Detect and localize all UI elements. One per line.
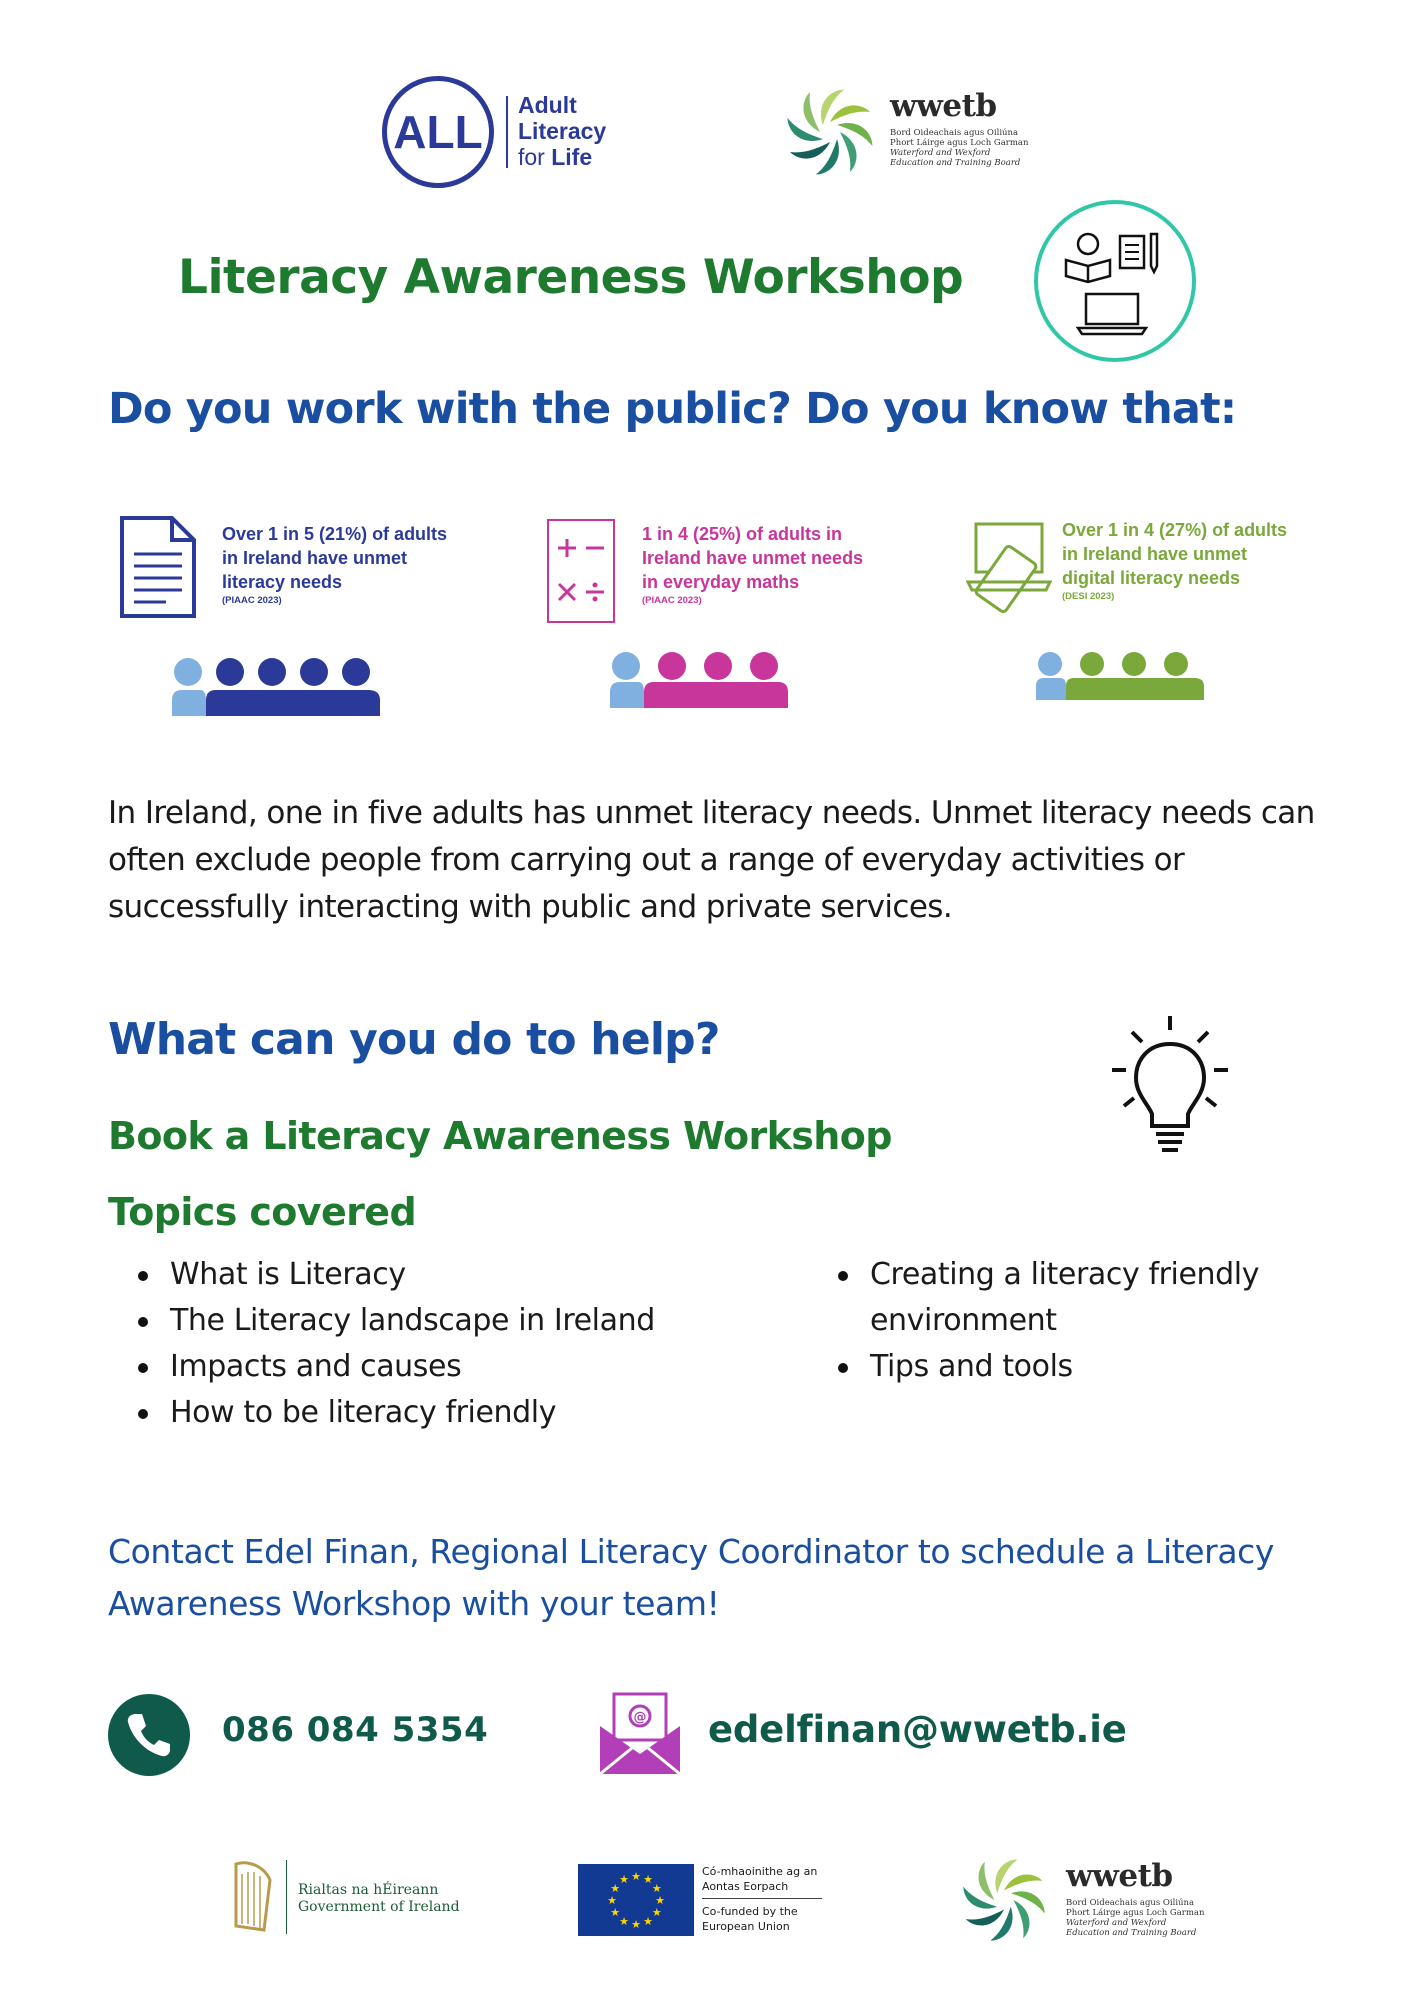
calculator-icon: [546, 518, 616, 624]
logo-divider: [506, 96, 508, 168]
adult-literacy-for-life-logo: [382, 76, 622, 188]
stat-digital-line2: in Ireland have unmet: [1062, 544, 1248, 564]
government-of-ireland-logo: [224, 1856, 484, 1938]
eu-star-icon: ★: [651, 1882, 662, 1895]
eu-star-icon: ★: [643, 1914, 653, 1928]
wwetb-sub2: Phort Láirge agus Loch Garman: [1066, 1908, 1205, 1918]
wwetb-sub3: Waterford and Wexford: [1066, 1918, 1167, 1928]
wwetb-subtitle: [890, 128, 1028, 168]
wwetb-name: wwetb: [890, 88, 997, 124]
wwetb-sub4: Education and Training Board: [1066, 1928, 1197, 1938]
stat-maths-source: (PIAAC 2023): [642, 595, 702, 606]
phone-number[interactable]: 086 084 5354: [222, 1710, 489, 1750]
wwetb-subtitle: [1066, 1898, 1204, 1938]
stat-literacy-line1: Over 1 in 5 (21%) of adults: [222, 524, 448, 544]
gov-text: [298, 1882, 460, 1916]
eu-line4: European Union: [702, 1920, 790, 1933]
stat-literacy-text: [222, 522, 447, 608]
wwetb-sub3: Waterford and Wexford: [890, 148, 991, 158]
reading-laptop-icon: [1038, 204, 1192, 358]
all-logo-line3a: for: [518, 144, 552, 170]
stat-digital-text: [1062, 518, 1287, 604]
wwetb-swirl-icon: [958, 1854, 1050, 1946]
devices-icon: [966, 520, 1052, 616]
stat-maths-line2: Ireland have unmet needs: [642, 548, 864, 568]
eu-star-icon: ★: [607, 1894, 617, 1907]
wwetb-sub2: Phort Láirge agus Loch Garman: [890, 138, 1029, 148]
stat-literacy-source: (PIAAC 2023): [222, 595, 282, 606]
topics-heading: Topics covered: [108, 1190, 417, 1234]
eu-star-icon: ★: [643, 1873, 653, 1887]
eu-star-icon: ★: [610, 1882, 621, 1895]
phone-icon: [108, 1694, 190, 1776]
stat-maths-line1: 1 in 4 (25%) of adults in: [642, 524, 843, 544]
eu-irish-text: [702, 1864, 817, 1894]
email-icon: [600, 1690, 680, 1774]
intro-paragraph: In Ireland, one in five adults has unmet literacy needs. Unmet literacy needs can often exclude people from carrying out a range of everyday activities or successfully interacting with public and private services.: [108, 795, 1315, 925]
all-logo-mark: ALL: [382, 76, 494, 188]
wwetb-sub1: Bord Oideachais agus Oiliúna: [890, 128, 1019, 138]
stat-digital: [966, 510, 1326, 710]
list-item: Creating a literacy friendly environment: [808, 1252, 1328, 1344]
wwetb-name: wwetb: [1066, 1858, 1173, 1894]
wwetb-sub4: Education and Training Board: [890, 158, 1021, 168]
book-workshop-heading: Book a Literacy Awareness Workshop: [108, 1114, 892, 1158]
question-heading: Do you work with the public? Do you know that:: [108, 384, 1237, 434]
eu-star-icon: ★: [610, 1906, 621, 1919]
learning-circle-icon: [1034, 200, 1196, 362]
people-icon: [610, 650, 790, 708]
eu-english-text: [702, 1904, 798, 1934]
eu-line3: Co-funded by the: [702, 1905, 798, 1918]
contact-text: Contact Edel Finan, Regional Literacy Coordinator to schedule a Literacy Awareness Workshop with your team!: [108, 1532, 1275, 1623]
all-logo-text: [518, 92, 606, 170]
all-logo-line3: [518, 144, 606, 170]
people-icon: [172, 656, 382, 716]
all-logo-line3b: Life: [551, 144, 593, 170]
stat-literacy-line2: in Ireland have unmet: [222, 548, 408, 568]
eu-cofunded-logo: [578, 1864, 838, 1944]
list-item: How to be literacy friendly: [108, 1390, 748, 1436]
list-item: What is Literacy: [108, 1252, 748, 1298]
list-item: Impacts and causes: [108, 1344, 748, 1390]
wwetb-logo-footer: [958, 1854, 1208, 1954]
topics-list-left: [108, 1252, 748, 1436]
eu-star-icon: ★: [651, 1906, 662, 1919]
list-item: Tips and tools: [808, 1344, 1328, 1390]
all-logo-line2: Literacy: [518, 118, 607, 144]
people-icon: [1036, 650, 1206, 700]
email-address[interactable]: edelfinan@wwetb.ie: [708, 1708, 1127, 1751]
stat-maths: [546, 510, 906, 710]
stat-maths-line3: in everyday maths: [642, 572, 800, 592]
harp-icon: [224, 1856, 280, 1936]
eu-star-icon: ★: [619, 1873, 629, 1887]
svg-text:@: @: [633, 1710, 647, 1725]
stat-maths-text: [642, 522, 863, 608]
wwetb-swirl-icon: [782, 84, 878, 180]
eu-line2: Aontas Eorpach: [702, 1880, 789, 1893]
lightbulb-icon: [1110, 1014, 1230, 1164]
eu-star-icon: ★: [619, 1914, 629, 1928]
stat-literacy: [118, 510, 478, 710]
eu-divider: [702, 1898, 822, 1899]
page-title: Literacy Awareness Workshop: [178, 250, 964, 305]
wwetb-logo-header: [782, 84, 1032, 184]
help-heading: What can you do to help?: [108, 1014, 720, 1065]
list-item: The Literacy landscape in Ireland: [108, 1298, 748, 1344]
eu-star-icon: ★: [631, 1870, 641, 1883]
stat-digital-source: (DESI 2023): [1062, 591, 1115, 602]
wwetb-sub1: Bord Oideachais agus Oiliúna: [1066, 1898, 1195, 1908]
eu-star-icon: ★: [655, 1894, 665, 1907]
gov-divider: [286, 1860, 287, 1934]
stat-digital-line3: digital literacy needs: [1062, 568, 1241, 588]
topics-list-right: [808, 1252, 1328, 1390]
gov-line2: Government of Ireland: [298, 1899, 460, 1915]
gov-line1: Rialtas na hÉireann: [298, 1882, 439, 1898]
eu-flag-icon: [578, 1864, 694, 1936]
stat-literacy-line3: literacy needs: [222, 572, 343, 592]
eu-star-icon: ★: [631, 1918, 641, 1931]
all-logo-line1: Adult: [518, 92, 577, 118]
document-icon: [118, 514, 200, 620]
eu-line1: Có-mhaoinithe ag an: [702, 1865, 818, 1878]
stat-digital-line1: Over 1 in 4 (27%) of adults: [1062, 520, 1288, 540]
